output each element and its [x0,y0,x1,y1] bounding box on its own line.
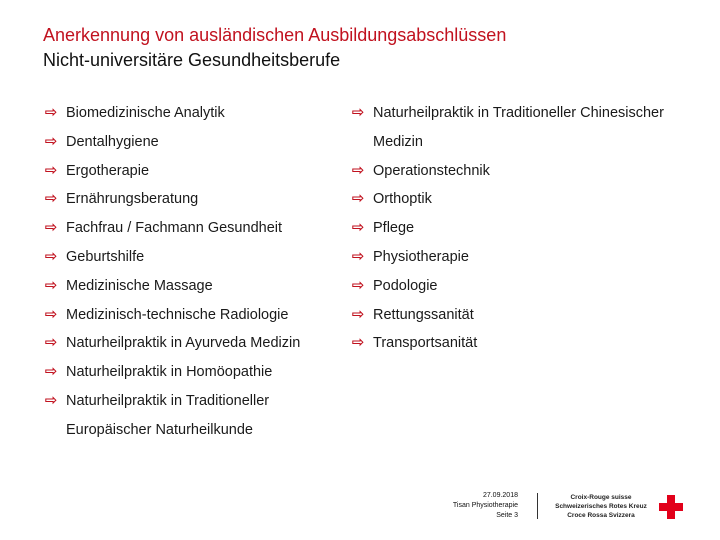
right-arrow-icon: ⇨ [44,219,58,237]
footer-page: Seite 3 [496,512,518,519]
right-arrow-icon: ⇨ [44,247,58,265]
list-item: ⇨ Dentalhygiene [43,128,343,157]
list-item: ⇨ Orthoptik [350,185,710,214]
footer-meta [420,491,518,521]
list-item-continuation: Europäischer Naturheilkunde [66,421,253,438]
right-arrow-icon: ⇨ [44,132,58,150]
list-item: ⇨ Ergotherapie [43,157,343,186]
list-item: ⇨ Rettungssanität [350,301,710,330]
list-item: ⇨ Ernährungsberatung [43,185,343,214]
right-arrow-icon: ⇨ [351,247,365,265]
right-arrow-icon: ⇨ [351,219,365,237]
footer-date: 27.09.2018 [482,492,518,499]
right-arrow-icon: ⇨ [44,363,58,381]
list-item: ⇨ Naturheilpraktik in Traditioneller Chinesischer Medizin [350,99,710,157]
list-item: ⇨ Naturheilpraktik in Ayurveda Medizin [43,329,343,358]
list-item: ⇨ Medizinisch-technische Radiologie [43,301,343,330]
slide-subtitle: Nicht-universitäre Gesundheitsberufe [43,50,341,70]
right-arrow-icon: ⇨ [351,190,365,208]
right-arrow-icon: ⇨ [44,161,58,179]
right-arrow-icon: ⇨ [351,276,365,294]
right-arrow-icon: ⇨ [44,104,58,121]
right-arrow-icon: ⇨ [44,276,58,294]
footer-event: Tisan Physiotherapie [452,502,518,509]
red-cross-icon [658,494,684,520]
list-item: ⇨ Biomedizinische Analytik [43,99,343,128]
list-item: ⇨ Naturheilpraktik in Traditioneller Europäischer Naturheilkunde [43,387,343,445]
list-item: ⇨ Fachfrau / Fachmann Gesundheit [43,214,343,243]
right-arrow-icon: ⇨ [44,391,58,409]
list-item: ⇨ Operationstechnik [350,157,710,186]
brand-logo-text: Croix-Rouge suisse Schweizerisches Rotes Kreuz Croce Rossa Svizzera [555,494,647,519]
right-arrow-icon: ⇨ [351,305,365,323]
right-profession-list [350,99,710,358]
right-arrow-icon: ⇨ [351,104,365,121]
right-arrow-icon: ⇨ [44,334,58,352]
list-item: ⇨ Physiotherapie [350,243,710,272]
right-arrow-icon: ⇨ [351,161,365,179]
list-item: ⇨ Naturheilpraktik in Homöopathie [43,358,343,387]
list-item: ⇨ Geburtshilfe [43,243,343,272]
list-item-continuation: Medizin [373,133,423,150]
footer-divider [537,493,538,519]
right-arrow-icon: ⇨ [44,190,58,208]
list-item: ⇨ Pflege [350,214,710,243]
right-arrow-icon: ⇨ [44,305,58,323]
slide-title: Anerkennung von ausländischen Ausbildungsabschlüssen [43,25,507,45]
left-profession-list [43,99,343,445]
list-item: ⇨ Transportsanität [350,329,710,358]
right-arrow-icon: ⇨ [351,334,365,352]
list-item: ⇨ Medizinische Massage [43,272,343,301]
list-item: ⇨ Podologie [350,272,710,301]
